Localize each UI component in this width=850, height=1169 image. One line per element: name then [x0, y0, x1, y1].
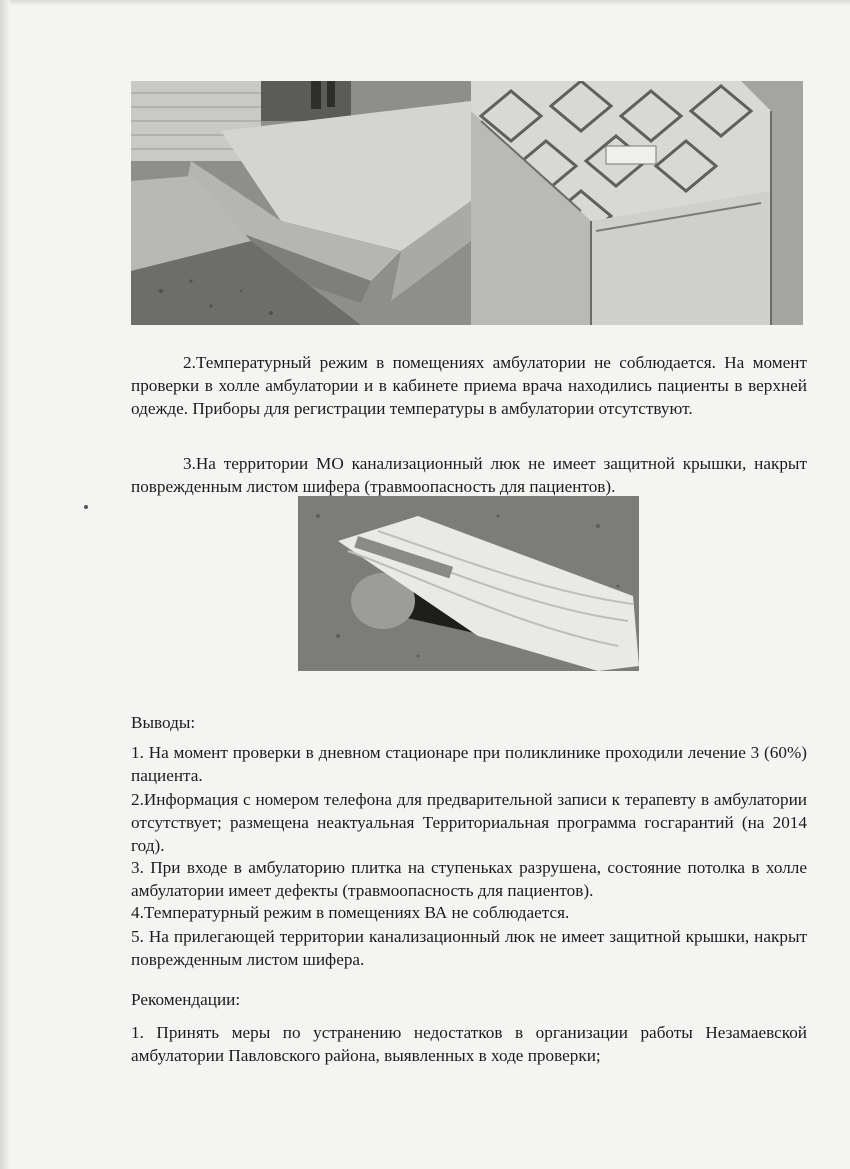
conclusion-item-3: 3. При входе в амбулаторию плитка на ступеньках разрушена, состояние потолка в холле амбулатории имеет дефекты (травмоопасность для пациентов).	[131, 858, 807, 900]
conclusion-item-5: 5. На прилегающей территории канализационный люк не имеет защитной крышки, накрыт поврежденным листом шифера.	[131, 927, 807, 969]
photo-manhole-slate	[298, 496, 639, 671]
conclusion-item-2: 2.Информация с номером телефона для предварительной записи к терапевту в амбулатории отсутствует; размещена неактуальная Территориальная программа госгарантий (на 2014 год).	[131, 790, 807, 855]
recommendation-item-1: 1. Принять меры по устранению недостатков в организации работы Незамаевской амбулатории Павловского района, выявленных в ходе проверки;	[131, 1023, 807, 1065]
photo-ceiling	[471, 81, 803, 325]
scan-edge-top	[0, 0, 850, 6]
photo-entrance-steps	[131, 81, 471, 325]
scan-edge-left	[0, 0, 10, 1169]
section-2-paragraph: 2.Температурный режим в помещениях амбулатории не соблюдается. На момент проверки в холле амбулатории и в кабинете приема врача находились пациенты в верхней одежде. Приборы для регистрации температуры в амбулатории отсутствуют.	[131, 353, 807, 418]
scan-speck	[84, 505, 88, 509]
recommendations-heading: Рекомендации:	[131, 990, 241, 1009]
conclusion-item-4: 4.Температурный режим в помещениях ВА не соблюдается.	[131, 903, 570, 922]
conclusions-heading: Выводы:	[131, 713, 196, 732]
conclusion-item-1: 1. На момент проверки в дневном стационаре при поликлинике проходили лечение 3 (60%) пациента.	[131, 743, 807, 785]
section-3-paragraph: 3.На территории МО канализационный люк не имеет защитной крышки, накрыт поврежденным листом шифера (травмоопасность для пациентов).	[131, 454, 807, 496]
